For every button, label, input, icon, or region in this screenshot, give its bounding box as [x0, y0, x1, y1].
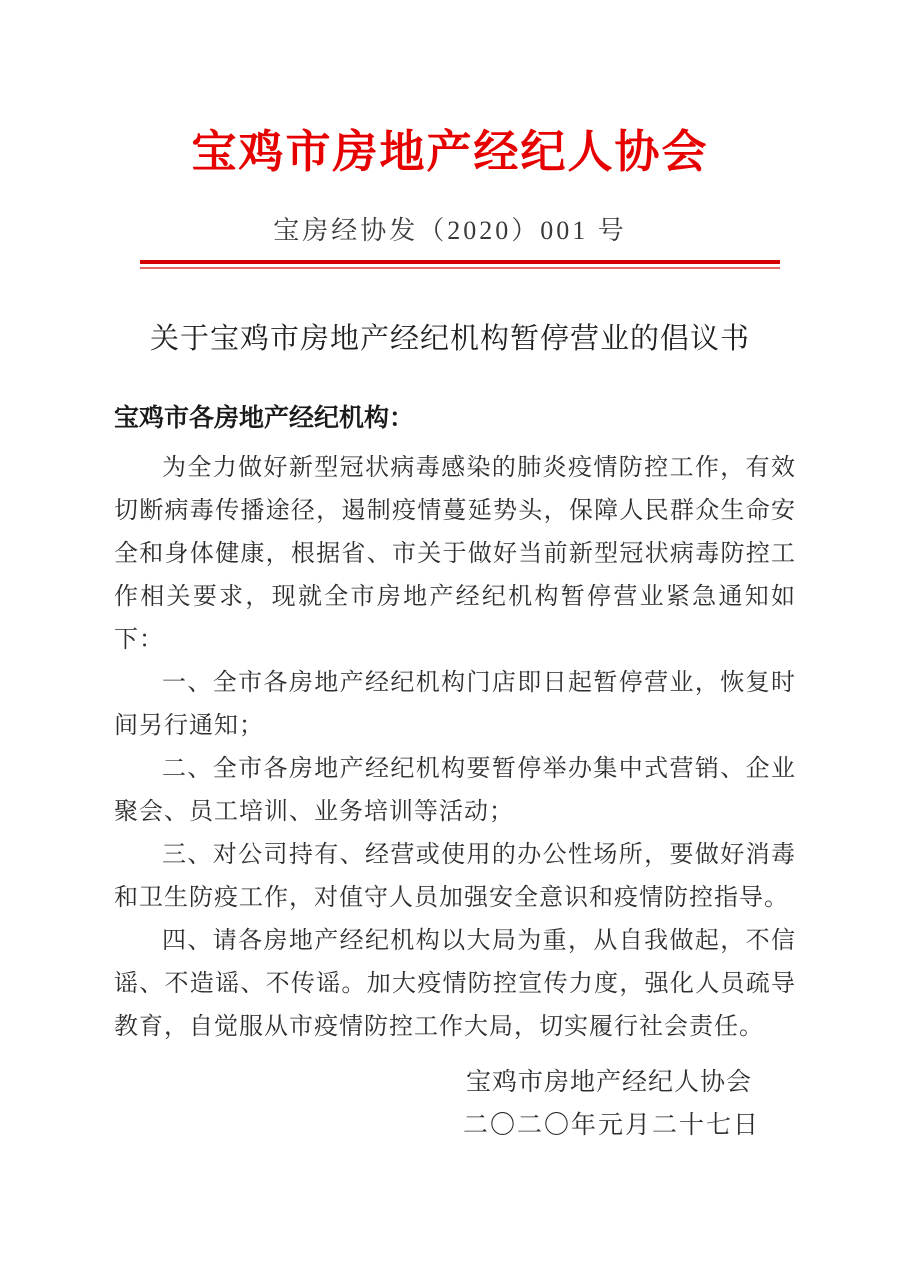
salutation: 宝鸡市各房地产经纪机构：: [114, 404, 415, 432]
doc-number: 宝房经协发（2020）001 号: [273, 216, 627, 245]
red-divider-rule: [140, 260, 780, 269]
document-body: [0, 433, 900, 1049]
signature-org: 宝鸡市房地产经纪人协会: [465, 1069, 752, 1096]
signature-block: [0, 1061, 900, 1147]
paragraph-intro: 为全力做好新型冠状病毒感染的肺炎疫情防控工作，有效切断病毒传播途径，遏制疫情蔓延势头，保障人民群众生命安全和身体健康，根据省、市关于做好当前新型冠状病毒防控工作相关要求，现就全市房地产经纪机构暂停营业紧急通知如下：: [114, 455, 796, 653]
paragraph-item-2: 二、全市各房地产经纪机构要暂停举办集中式营销、企业聚会、员工培训、业务培训等活动；: [114, 756, 796, 825]
doc-title: 关于宝鸡市房地产经纪机构暂停营业的倡议书: [149, 323, 750, 355]
paragraph-item-1: 一、全市各房地产经纪机构门店即日起暂停营业，恢复时间另行通知；: [114, 670, 796, 739]
paragraph-item-4: 四、请各房地产经纪机构以大局为重，从自我做起，不信谣、不造谣、不传谣。加大疫情防控宣传力度，强化人员疏导教育，自觉服从市疫情防控工作大局，切实履行社会责任。: [114, 928, 796, 1040]
org-title: 宝鸡市房地产经纪人协会: [191, 126, 709, 177]
signature-date: 二〇二〇年元月二十七日: [462, 1112, 760, 1139]
paragraph-item-3: 三、对公司持有、经营或使用的办公性场所，要做好消毒和卫生防疫工作，对值守人员加强安全意识和疫情防控指导。: [114, 842, 796, 911]
